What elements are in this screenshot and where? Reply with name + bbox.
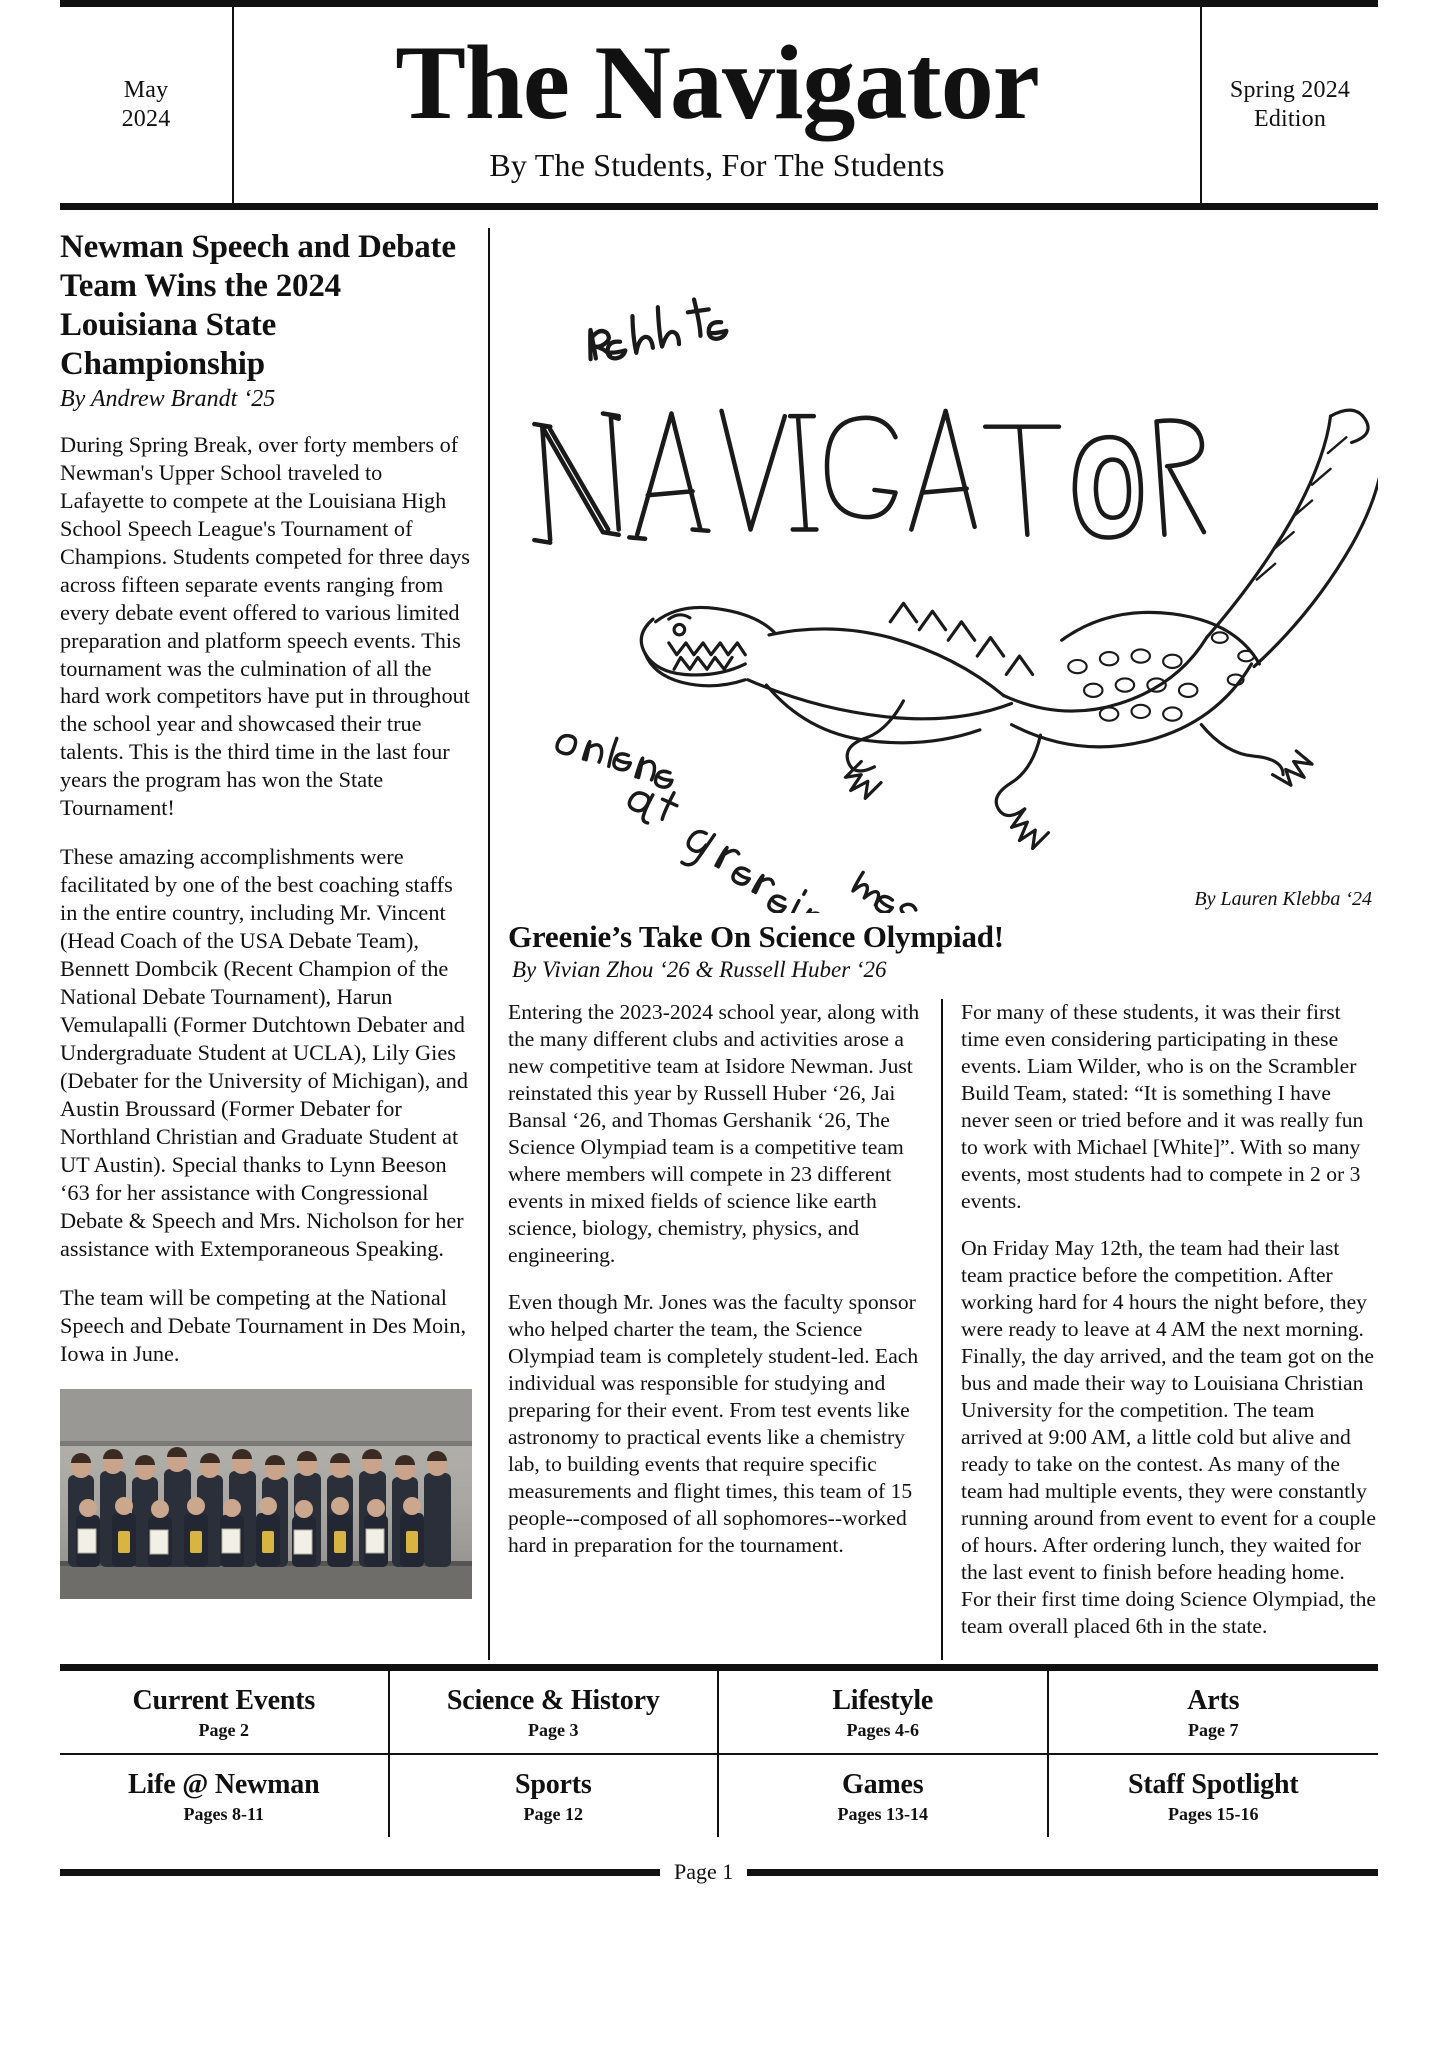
feature-article-paragraph: On Friday May 12th, the team had their last team practice before the competition. After working hard for 4 hours the night before, they were ready to leave at 4 AM the next morning. Finally, the day arrived, and the team got on the bus and made their way to Louisiana Christian University for the competition. The team arrived at 9:00 AM, a little cold but alive and ready to take on the contest. As many of the team had multiple events, they were constantly running around from event to event for a couple of hours. After ordering lunch, they waited for the last event to finish before heading home. For their first time doing Science Olympiad, the team overall placed 6th in the state. xyxy=(961,1236,1376,1639)
index-title: Lifestyle xyxy=(832,1685,934,1716)
feature-article-paragraph: Even though Mr. Jones was the faculty sponsor who helped charter the team, the Science Olympiad team is completely student-led. Each individual was responsible for studying and preparing for their event. From test events like astronomy to practical events like a chemistry lab, to building events that require specific measurements and flight times, this team of 15 people--composed of all sophomores--worked hard in preparation for the tournament. xyxy=(508,1290,919,1558)
section-index xyxy=(60,1664,1378,1837)
feature-article-col-1 xyxy=(508,999,943,1660)
lead-article-paragraph: These amazing accomplishments were facilitated by one of the best coaching staffs in the entire country, including Mr. Vincent (Head Coach of the USA Debate Team), Bennett Dombcik (Recent Champion of the National Debate Tournament), Harun Vemulapalli (Former Dutchtown Debater and Undergraduate Student at UCLA), Lily Gies (Debater for the University of Michigan), and Austin Broussard (Former Debater for Northland Christian and Graduate Student at UT Austin). Special thanks to Lynn Beeson ‘63 for her assistance with Congressional Debate & Speech and Mrs. Nicholson for her assistance with Extemporaneous Speaking. xyxy=(60,844,469,1261)
masthead-center xyxy=(234,7,1200,203)
footer-rule-right xyxy=(747,1869,1378,1876)
index-pages: Page 12 xyxy=(523,1804,583,1824)
lead-article-column xyxy=(60,228,490,1660)
index-row-one xyxy=(60,1671,1378,1753)
index-item-science-history[interactable] xyxy=(390,1671,720,1753)
index-pages: Page 7 xyxy=(1188,1720,1239,1740)
index-pages: Pages 4-6 xyxy=(846,1720,919,1740)
index-title: Science & History xyxy=(446,1685,660,1716)
index-title: Games xyxy=(842,1769,924,1800)
debate-team-photo xyxy=(60,1389,472,1599)
index-item-current-events[interactable] xyxy=(60,1671,390,1753)
index-item-life-at-newman[interactable] xyxy=(60,1755,390,1837)
feature-article-byline: By Vivian Zhou ‘26 & Russell Huber ‘26 xyxy=(512,957,887,983)
navigator-illustration xyxy=(508,228,1378,913)
index-item-sports[interactable] xyxy=(390,1755,720,1837)
lead-article-body xyxy=(60,431,470,1368)
illustration-credit: By Lauren Klebba ‘24 xyxy=(1194,888,1372,911)
lead-article-photo-wrap xyxy=(60,1389,470,1599)
index-pages: Pages 8-11 xyxy=(183,1804,264,1824)
footer-rule-left xyxy=(60,1869,660,1876)
feature-article-body xyxy=(508,999,1378,1660)
masthead-date-year: 2024 xyxy=(121,106,171,132)
feature-column xyxy=(490,228,1378,1660)
index-pages: Pages 13-14 xyxy=(837,1804,928,1824)
index-row-two xyxy=(60,1753,1378,1837)
feature-article-col-2 xyxy=(943,999,1378,1660)
page-number: Page 1 xyxy=(674,1859,734,1884)
index-title: Life @ Newman xyxy=(128,1769,320,1800)
masthead-top-rule xyxy=(60,0,1378,7)
masthead-date-month: May xyxy=(123,76,169,103)
index-title: Arts xyxy=(1187,1685,1240,1716)
masthead-edition xyxy=(1200,7,1378,203)
masthead-date xyxy=(60,7,234,203)
masthead-edition-season: Spring 2024 xyxy=(1229,76,1351,103)
lead-article-headline: Newman Speech and Debate Team Wins the 2024 Louisiana State Championship xyxy=(60,229,456,382)
newspaper-title: The Navigator xyxy=(395,24,1039,142)
lead-article-paragraph: The team will be competing at the National Speech and Debate Tournament in Des Moin, Iowa in June. xyxy=(60,1284,467,1366)
index-title: Staff Spotlight xyxy=(1128,1769,1299,1800)
lead-article-paragraph: During Spring Break, over forty members of Newman's Upper School traveled to Lafayette to compete at the Louisiana High School Speech League's Tournament of Champions. Students competed for three days across fifteen separate events ranging from every debate event offered to various limited preparation and platform speech events. This tournament was the culmination of all the hard work competitors have put in throughout the school year and showcased their true talents. This is the third time in the last four years the program has won the State Tournament! xyxy=(60,431,470,821)
index-pages: Pages 15-16 xyxy=(1168,1804,1259,1824)
index-title: Sports xyxy=(514,1769,592,1800)
masthead xyxy=(60,7,1378,210)
index-item-games[interactable] xyxy=(719,1755,1049,1837)
index-item-arts[interactable] xyxy=(1049,1671,1379,1753)
masthead-edition-label: Edition xyxy=(1253,106,1327,132)
newspaper-tagline: By The Students, For The Students xyxy=(489,147,945,184)
page-footer xyxy=(60,1859,1378,1885)
feature-article-paragraph: Entering the 2023-2024 school year, along with the many different clubs and activities arose a new competitive team at Isidore Newman. Just reinstated this year by Russell Huber ‘26, Jai Bansal ‘26, and Thomas Gershanik ‘26, The Science Olympiad team is a competitive team where members will compete in 23 different events in mixed fields of science like earth science, biology, chemistry, physics, and engineering. xyxy=(508,1000,920,1268)
index-item-staff-spotlight[interactable] xyxy=(1049,1755,1379,1837)
main-content xyxy=(60,210,1378,1660)
feature-article-headline: Greenie’s Take On Science Olympiad! xyxy=(508,919,1004,955)
feature-article-paragraph: For many of these students, it was their first time even considering participating in these events. Liam Wilder, who is on the Scrambler Build Team, stated: “It is something I have never seen or tried before and it was really fun to work with Michael [White]”. With so many events, most students had to compete in 2 or 3 events. xyxy=(961,1000,1364,1214)
index-pages: Page 2 xyxy=(198,1720,249,1740)
index-title: Current Events xyxy=(132,1685,316,1716)
index-pages: Page 3 xyxy=(528,1720,579,1740)
alligator-drawing-icon xyxy=(508,228,1378,913)
lead-article-byline: By Andrew Brandt ‘25 xyxy=(60,385,276,412)
index-item-lifestyle[interactable] xyxy=(719,1671,1049,1753)
